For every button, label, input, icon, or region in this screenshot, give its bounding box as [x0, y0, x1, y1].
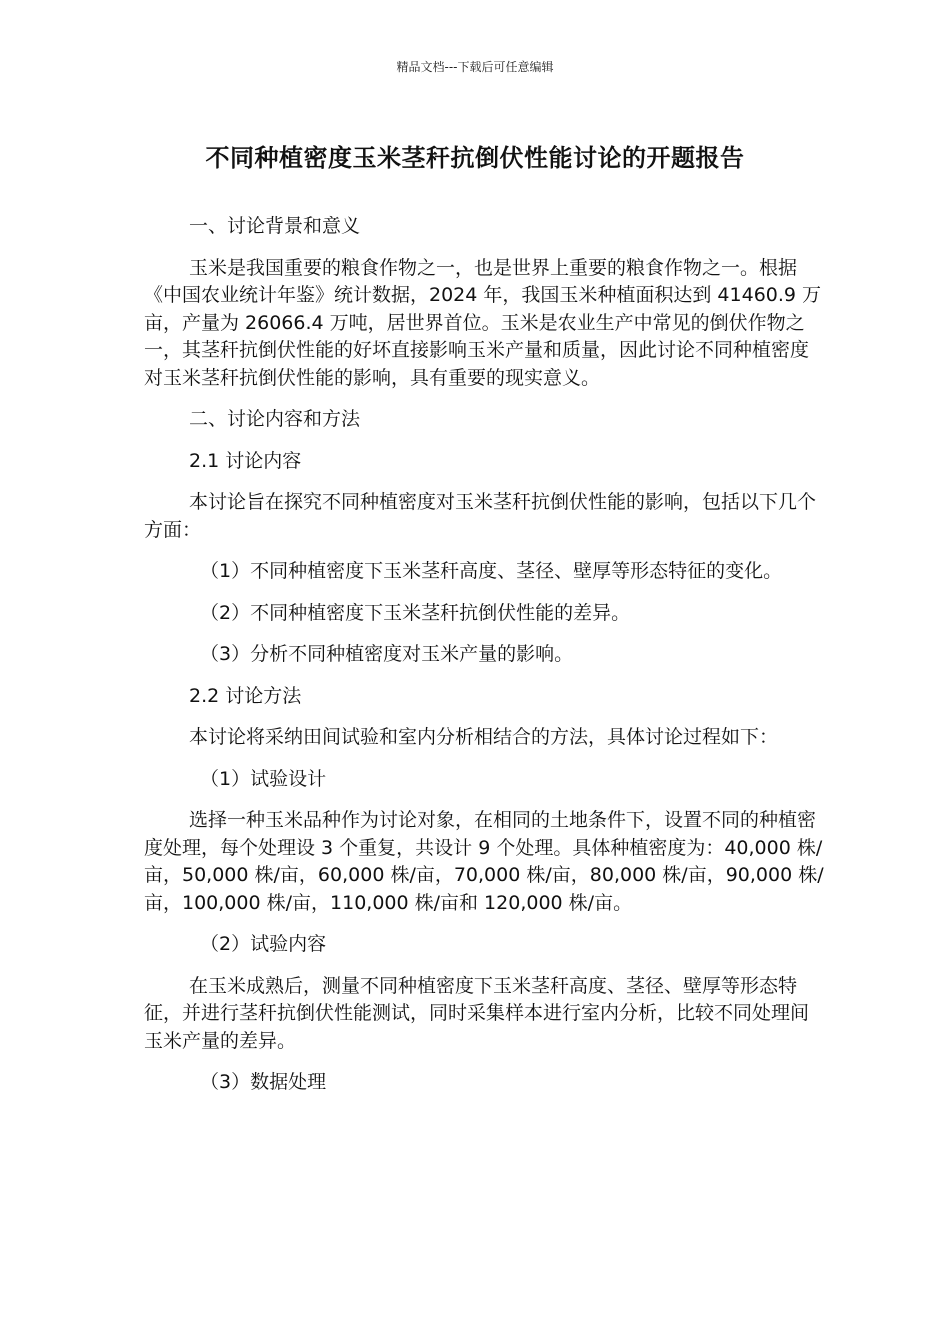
list-item-data-processing: （3）数据处理: [200, 1071, 327, 1093]
paragraph-experiment-content: 在玉米成熟后，测量不同种植密度下玉米茎秆高度、茎径、壁厚等形态特征，并进行茎秆抗倒伏性能测试，同时采集样本进行室内分析，比较不同处理间玉米产量的差异。: [144, 974, 810, 1052]
list-item-content-1: （1）不同种植密度下玉米茎秆高度、茎径、壁厚等形态特征的变化。: [200, 560, 783, 582]
subsection-heading-methods: 2.2 讨论方法: [189, 684, 302, 707]
list-item-content-2: （2）不同种植密度下玉米茎秆抗倒伏性能的差异。: [200, 601, 631, 624]
list-item-experiment-content: （2）试验内容: [200, 933, 327, 955]
paragraph-background: 玉米是我国重要的粮食作物之一，也是世界上重要的粮食作物之一。根据《中国农业统计年鉴》统计数据，2024 年，我国玉米种植面积达到 41460.9 万亩，产量为 26066.4 万吨，居世界首位。玉米是农业生产中常见的倒伏作物之一，其茎秆抗倒伏性能的好坏直接影响玉米产量和质量，因此讨论不同种植密度对玉米茎秆抗倒伏性能的影响，具有重要的现实意义。: [144, 256, 822, 389]
document-body: [144, 213, 824, 1111]
list-item-content-3: （3）分析不同种植密度对玉米产量的影响。: [200, 643, 574, 665]
paragraph-experiment-design: 选择一种玉米品种作为讨论对象，在相同的土地条件下，设置不同的种植密度处理，每个处理设 3 个重复，共设计 9 个处理。具体种植密度为：40,000 株/亩，50,000 株/亩，60,000 株/亩，70,000 株/亩，80,000 株/亩，90,000 株/亩，100,000 株/亩，110,000 株/亩和 120,000 株/亩。: [144, 809, 824, 914]
subsection-heading-content: 2.1 讨论内容: [189, 449, 302, 472]
document-title: 不同种植密度玉米茎秆抗倒伏性能讨论的开题报告: [205, 144, 745, 172]
paragraph-content-intro: 本讨论旨在探究不同种植密度对玉米茎秆抗倒伏性能的影响，包括以下几个方面：: [144, 491, 817, 541]
section-heading-content-methods: 二、讨论内容和方法: [189, 408, 361, 430]
paragraph-methods-intro: 本讨论将采纳田间试验和室内分析相结合的方法，具体讨论过程如下：: [189, 726, 779, 748]
list-item-experiment-design: （1）试验设计: [200, 767, 327, 790]
page-header: 精品文档---下载后可任意编辑: [396, 60, 554, 74]
section-heading-background: 一、讨论背景和意义: [189, 215, 361, 237]
